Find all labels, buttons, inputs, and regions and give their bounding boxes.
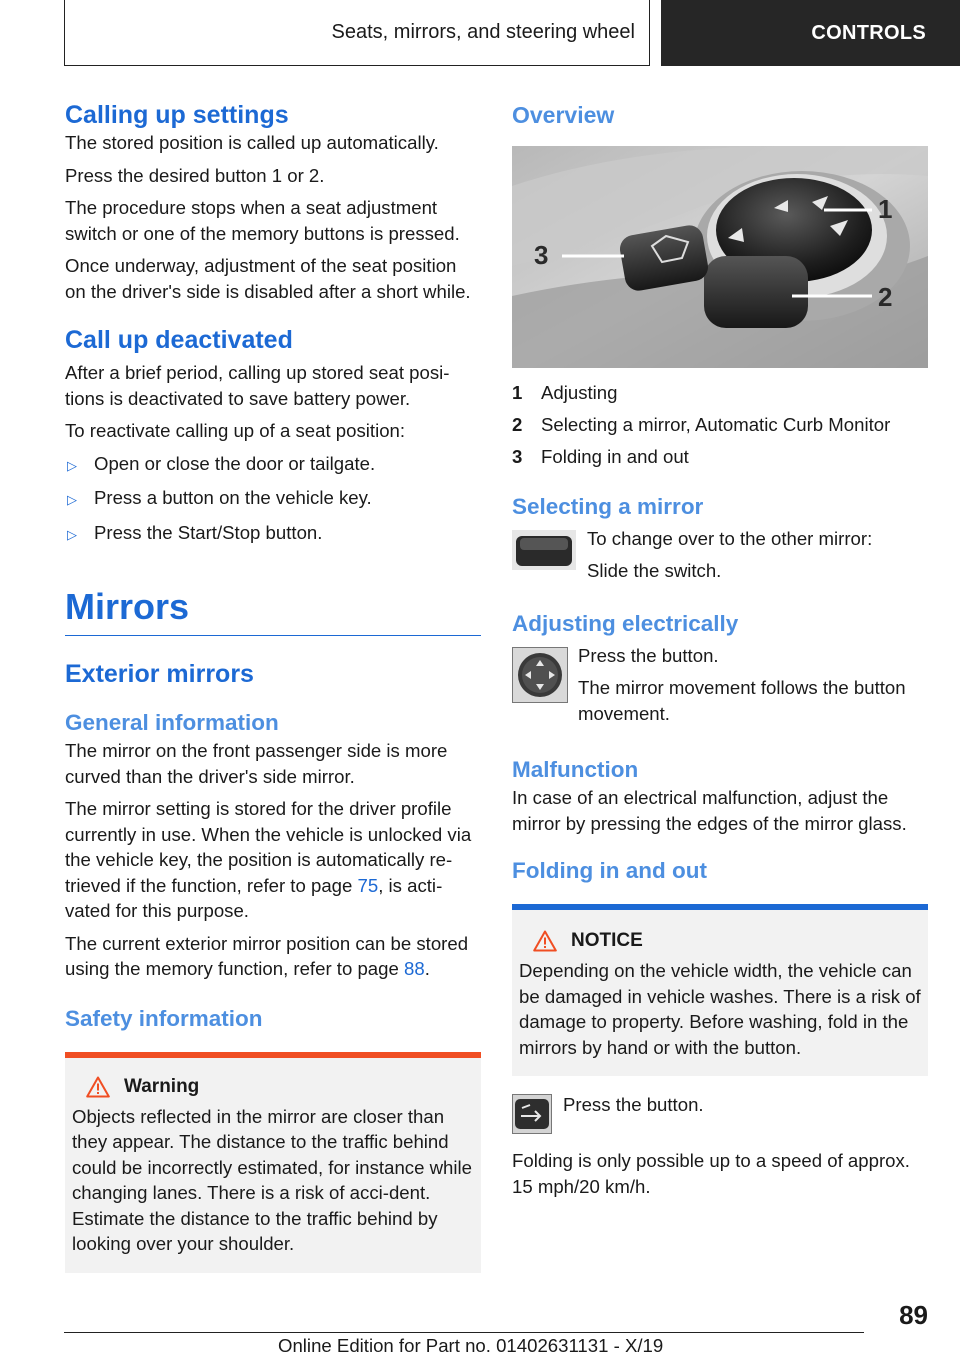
paragraph: Once underway, adjustment of the seat position on the driver's side is disabled after a short while. xyxy=(65,255,471,302)
heading-adjusting-electrically: Adjusting electrically xyxy=(512,610,739,636)
footer-rule xyxy=(64,1332,864,1333)
paragraph: To reactivate calling up of a seat position: xyxy=(65,420,406,441)
list-item: 2 Selecting a mirror, Automatic Curb Monitor xyxy=(512,414,891,435)
paragraph: Press the button. xyxy=(563,1094,704,1115)
mirror-selector-switch-icon xyxy=(512,530,576,570)
warning-triangle-icon xyxy=(86,1076,110,1098)
paragraph: In case of an electrical malfunction, adjust the mirror by pressing the edges of the mirror glass. xyxy=(512,787,907,834)
list-item: 3 Folding in and out xyxy=(512,446,689,467)
paragraph: After a brief period, calling up stored seat posi-tions is deactivated to save battery power. xyxy=(65,362,450,409)
paragraph: The mirror setting is stored for the driver profile currently in use. When the vehicle is unlocked via the vehicle key, the position is automatically re-trieved if the function, refer to page 75, is acti-vated for this purpose. xyxy=(65,798,472,921)
left-column xyxy=(65,100,481,1273)
notice-title: NOTICE xyxy=(519,930,921,952)
triangle-bullet-icon: ▷ xyxy=(67,457,77,473)
warning-title: Warning xyxy=(72,1076,474,1098)
photo-callout-3: 3 xyxy=(534,240,549,270)
mirror-controls-photo xyxy=(512,146,928,368)
heading-call-up-deactivated: Call up deactivated xyxy=(65,326,293,354)
heading-exterior-mirrors: Exterior mirrors xyxy=(65,660,254,688)
warning-triangle-icon xyxy=(533,930,557,952)
heading-general-information: General information xyxy=(65,710,279,735)
notice-text: Depending on the vehicle width, the vehicle can be damaged in vehicle washes. There is a risk of damage to property. Before washing, fold in the mirrors by hand or with the button. xyxy=(519,960,921,1058)
warning-box xyxy=(65,1052,481,1273)
list-item: ▷ Press the Start/Stop button. xyxy=(65,520,481,548)
chapter-tab: CONTROLS xyxy=(661,0,960,66)
triangle-bullet-icon: ▷ xyxy=(67,492,77,507)
photo-callout-2: 2 xyxy=(878,282,893,312)
paragraph: To change over to the other mirror: xyxy=(587,527,873,549)
list-item: ▷ Press a button on the vehicle key. xyxy=(65,485,481,513)
notice-box xyxy=(512,904,928,1076)
adjusting-block xyxy=(512,643,928,734)
section-title: Seats, mirrors, and steering wheel xyxy=(64,0,650,66)
list-item: 1 Adjusting xyxy=(512,382,618,403)
heading-overview: Overview xyxy=(512,102,615,128)
folding-button-block xyxy=(512,1092,928,1134)
heading-malfunction: Malfunction xyxy=(512,757,639,782)
heading-mirrors: Mirrors xyxy=(65,585,481,636)
photo-legend xyxy=(512,380,928,470)
paragraph: The procedure stops when a seat adjustment switch or one of the memory buttons is pressed. xyxy=(65,197,460,244)
edition-note: Online Edition for Part no. 01402631131 - X/19 xyxy=(278,1335,664,1356)
page-number: 89 xyxy=(899,1300,928,1330)
paragraph: The mirror movement follows the button movement. xyxy=(578,677,906,724)
paragraph: The stored position is called up automatically. xyxy=(65,132,439,153)
paragraph: Press the button. xyxy=(578,644,719,666)
page-header xyxy=(0,0,960,66)
mirror-adjust-button-icon xyxy=(512,647,568,703)
paragraph: The mirror on the front passenger side is more curved than the driver's side mirror. xyxy=(65,740,448,787)
paragraph: The current exterior mirror position can be stored using the memory function, refer to page 88. xyxy=(65,932,469,979)
page-link-75[interactable]: 75 xyxy=(357,874,379,896)
page-link-88[interactable]: 88 xyxy=(404,958,425,979)
paragraph: Folding is only possible up to a speed of approx. 15 mph/20 km/h. xyxy=(512,1150,910,1197)
photo-callout-1: 1 xyxy=(878,194,893,224)
heading-folding-in-and-out: Folding in and out xyxy=(512,858,707,883)
triangle-bullet-icon: ▷ xyxy=(67,526,77,542)
heading-calling-up-settings: Calling up settings xyxy=(65,101,289,129)
right-column xyxy=(512,100,928,1206)
heading-safety-information: Safety information xyxy=(65,1005,263,1031)
selecting-mirror-block xyxy=(512,526,928,591)
paragraph: Slide the switch. xyxy=(587,560,722,581)
mirror-fold-button-icon xyxy=(512,1094,552,1134)
warning-text: Objects reflected in the mirror are closer than they appear. The distance to the traffic behind could be incorrectly estimated, for instance while changing lanes. There is a risk of acci-dent. Estimate the distance to the traffic behind by looking over your shoulder. xyxy=(72,1105,472,1254)
list-item: ▷ Open or close the door or tailgate. xyxy=(65,451,481,479)
heading-selecting-a-mirror: Selecting a mirror xyxy=(512,493,704,519)
paragraph: Press the desired button 1 or 2. xyxy=(65,164,325,186)
